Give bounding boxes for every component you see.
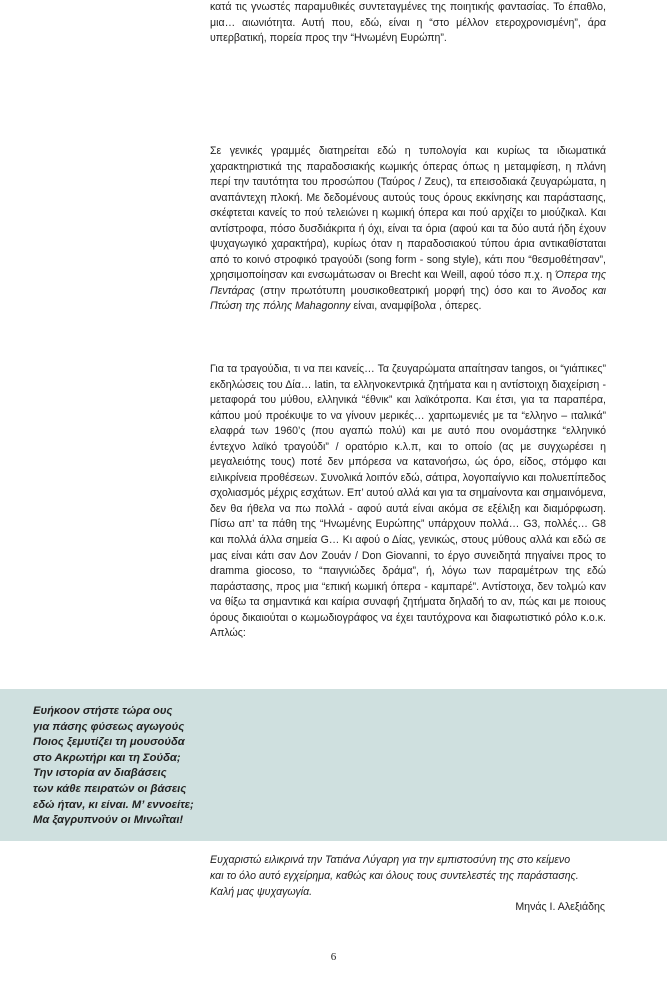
paragraph-2-mid: (στην πρωτότυπη μουσικοθεατρική μορφή της) όσο και το: [254, 284, 553, 297]
paragraph-2-text: Σε γενικές γραμμές διατηρείται εδώ η τυπολογία και κυρίως τα ιδιωματικά χαρακτηριστικά της παραδοσιακής κωμικής όπερας όπως η μεταμφίεση, η πλάνη περί την ταυτότητα του προσώπου (Ταύρος / Ζευς), τα επεισοδιακά ζευγαρώματα, η αναπάντεχη πλοκή. Με δεδομένους αυτούς τους όρους εκκίνησης και παράστασης, σκέφτεται κανείς το πού τελειώνει η κωμική όπερα και πού αρχίζει το μιούζικαλ. Και αντίστροφα, πόσο δυσδιάκριτα ή όχι, είναι τα όρια (αφού και τα δύο αυτά ήδη έχουν ψυχαγωγικό χαρακτήρα), κυρίως όταν η παραδοσιακού τύπου άρια αντικαθίσταται από το κοινό στροφικό τραγούδι (song form - song style), κάτι που “θεσμοθέτησαν”, χρησιμοποίησαν και ενσωμάτωσαν οι Brecht και Weill, αφού τόσο π.χ. η: [210, 145, 606, 282]
poem: [33, 704, 194, 829]
paragraph-3: Για τα τραγούδια, τι να πει κανείς… Τα ζευγαρώματα απαίτησαν tangos, οι “γιάπικες” εκδηλώσεις του Δία… latin, τα ελληνοκεντρικά ζητήματα και η αντίστοιχη διαχείριση - μεταφορά του μύθου, ελληνικά “έθνικ” και λαϊκότροπα. Και έτσι, για τα παραπέρα, κάπου μού προέκυψε το να γίνουν μερικές… χαριτωμενιές με τα “ελληνο – ιταλικά” ελαφρά των 1960’ς (που αγαπώ πολύ) και με αυτό που ονομάστηκε “ελληνικό έντεχνο λαϊκό τραγούδι” / ορατόριο κ.λ.π, και το οποίο (ας με συγχωρέσει η μεγαλειότης τους) ποτέ δεν μπόρεσα να κατανοήσω, ώς όρο, είδος, στόμφο και ειλικρίνεια προθέσεων. Συνολικά λοιπόν εδώ, σάτιρα, λογοπαίγνιο και πολυεπίπεδος σχολιασμός μέχρις εσχάτων. Επ’ αυτού αλλά και για τα σημαίνοντα και σημαινόμενα, δεν θα ήθελα να πω πολλά - αφού αυτά είναι ακόμα σε εξέλιξη και διαμόρφωση. Πίσω απ’ τα πάθη της “Ηνωμένης Ευρώπης” υπάρχουν πολλά… G3, πολλές… G8 και πολλά άλλα σημεία G… Κι αφού ο Δίας, γενικώς, στους μύθους αλλά και εδώ σε μας είναι κάτι σαν Δον Ζουάν / Don Giovanni, το έργο συνειδητά πηγαίνει προς το dramma giocoso, το “παιγνιώδες δράμα”, ή, λόγω των παραμέτρων της εδώ παράστασης, προς μια “επική κωμική όπερα - καμπαρέ”. Αντίστοιχα, δεν τολμώ καν να θίξω τα σημαντικά και καίρια συναφή ζητήματα δηλαδή το αν, πώς και με ποιους όρους δικαιούται ο κωμωδιογράφος να έχει ταυτόχρονα και διαφωτιστικό ρόλο κ.ο.κ. Απλώς:: [210, 363, 606, 640]
acknowledgements: [210, 853, 606, 900]
thanks-line: Καλή μας ψυχαγωγία.: [210, 885, 313, 898]
title-threepenny-opera: Όπερα της Πεντάρας: [210, 269, 606, 297]
poem-line: των κάθε πειρατών οι βάσεις: [33, 782, 187, 795]
thanks-line: και το όλο αυτό εγχείρημα, καθώς και όλους τους συντελεστές της παράστασης.: [210, 869, 579, 882]
paragraph-1: κατά τις γνωστές παραμυθικές συντεταγμένες της ποιητικής φαντασίας. Το έπαθλο, μια… αιωνιότητα. Αυτή που, εδώ, είναι η “στο μέλλον ετεροχρονισμένη”, άρα υπερβατική, πορεία προς την “Ηνωμένη Ευρώπη”.: [210, 1, 606, 45]
author-signature: Μηνάς Ι. Αλεξιάδης: [515, 901, 605, 913]
paragraph-2: [210, 144, 606, 315]
poem-line: Ποιος ξεμυτίζει τη μουσούδα: [33, 736, 185, 749]
title-mahagonny: Άνοδος και Πτώση της πόλης Mahagonny: [210, 284, 606, 313]
thanks-line: Ευχαριστώ ειλικρινά την Τατιάνα Λύγαρη για την εμπιστοσύνη της στο κείμενο: [210, 854, 571, 866]
poem-line: για πάσης φύσεως αγωγούς: [33, 720, 185, 733]
poem-line: Ευήκοον στήστε τώρα ους: [33, 705, 173, 717]
paragraph-2-end: είναι, αναμφίβολα , όπερες.: [350, 300, 482, 313]
poem-line: στο Ακρωτήρι και τη Σούδα;: [33, 751, 181, 764]
poem-line: Μα ξαγρυπνούν οι Μινωΐται!: [33, 814, 184, 827]
poem-line: εδώ ήταν, κι είναι. Μ’ εννοείτε;: [33, 798, 194, 811]
paragraph-3-wrap: [210, 362, 606, 642]
page-number: 6: [330, 951, 337, 963]
poem-line: Την ιστορία αν διαβάσεις: [33, 767, 167, 780]
